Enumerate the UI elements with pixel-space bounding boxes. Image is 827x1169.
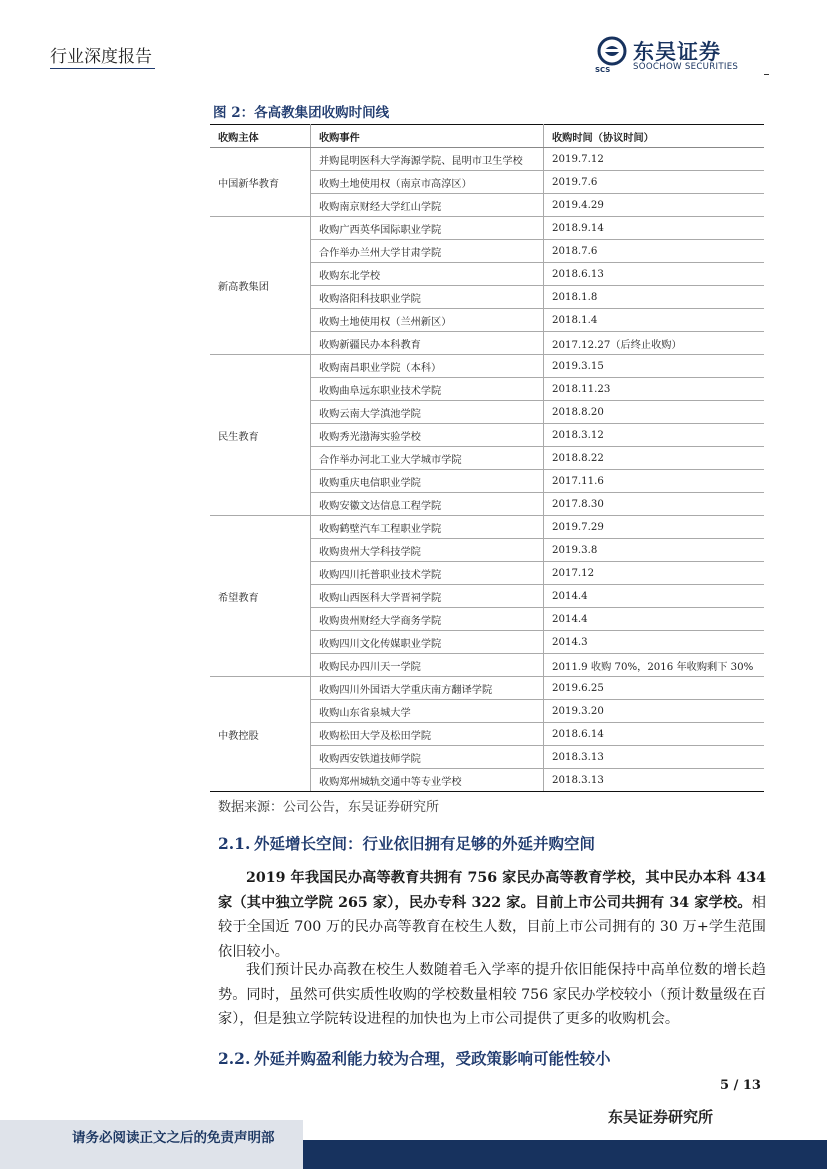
event-cell: 收购山西医科大学晋祠学院 <box>311 585 544 608</box>
date-cell: 2019.3.8 <box>544 539 765 562</box>
brand-abbr: SCS <box>595 66 611 74</box>
figure-title: 图 2：各高教集团收购时间线 <box>213 105 390 121</box>
column-header-acquirer: 收购主体 <box>210 125 311 148</box>
event-cell: 收购洛阳科技职业学院 <box>311 286 544 309</box>
date-cell: 2019.6.25 <box>544 677 765 700</box>
section-number: 2.2. <box>218 1049 251 1068</box>
figure-source: 数据来源：公司公告，东吴证券研究所 <box>218 800 440 815</box>
date-cell: 2014.4 <box>544 585 765 608</box>
event-cell: 收购新疆民办本科教育 <box>311 332 544 355</box>
soochow-logo-icon <box>595 36 629 70</box>
date-cell: 2017.12 <box>544 562 765 585</box>
acquirer-cell: 中国新华教育 <box>210 148 311 217</box>
date-cell: 2018.3.13 <box>544 769 765 792</box>
brand-sub: SOOCHOW SECURITIES <box>633 62 739 72</box>
section-title: 外延并购盈利能力较为合理，受政策影响可能性较小 <box>254 1049 611 1068</box>
date-cell: 2019.3.15 <box>544 355 765 378</box>
table-header-row <box>210 125 764 148</box>
event-cell: 合作举办兰州大学甘肃学院 <box>311 240 544 263</box>
section-heading-2-2 <box>218 1047 611 1069</box>
event-cell: 合作举办河北工业大学城市学院 <box>311 447 544 470</box>
date-cell: 2018.8.22 <box>544 447 765 470</box>
acquirer-cell: 新高教集团 <box>210 217 311 355</box>
date-cell: 2011.9 收购 70%，2016 年收购剩下 30% <box>544 654 765 677</box>
date-cell: 2018.3.12 <box>544 424 765 447</box>
date-cell: 2019.7.6 <box>544 171 765 194</box>
section-number: 2.1. <box>218 834 251 853</box>
footer-disclaimer: 请务必阅读正文之后的免责声明部 <box>72 1130 275 1146</box>
date-cell: 2018.3.13 <box>544 746 765 769</box>
header-underline <box>50 68 155 69</box>
date-cell: 2018.8.20 <box>544 401 765 424</box>
section-heading-2-1 <box>218 832 595 854</box>
table-row <box>210 148 764 171</box>
column-header-date: 收购时间（协议时间） <box>544 125 765 148</box>
date-cell: 2014.3 <box>544 631 765 654</box>
event-cell: 收购曲阜远东职业技术学院 <box>311 378 544 401</box>
event-cell: 并购昆明医科大学海源学院、昆明市卫生学校 <box>311 148 544 171</box>
date-cell: 2017.12.27（后终止收购） <box>544 332 765 355</box>
date-cell: 2019.4.29 <box>544 194 765 217</box>
date-cell: 2019.7.29 <box>544 516 765 539</box>
event-cell: 收购秀光渤海实验学校 <box>311 424 544 447</box>
event-cell: 收购贵州大学科技学院 <box>311 539 544 562</box>
paragraph-1 <box>218 866 766 964</box>
event-cell: 收购贵州财经大学商务学院 <box>311 608 544 631</box>
acquisition-table <box>210 124 764 792</box>
date-cell: 2018.11.23 <box>544 378 765 401</box>
table-body <box>210 148 764 792</box>
paragraph-2: 我们预计民办高教在校生人数随着毛入学率的提升依旧能保持中高单位数的增长趋势。同时，虽然可供实质性收购的学校数量相较 756 家民办学校较小（预计数量级在百家），但是独立学院转设进程的加快也为上市公司提供了更多的收购机会。 <box>218 962 766 1027</box>
table-row <box>210 217 764 240</box>
event-cell: 收购广西英华国际职业学院 <box>311 217 544 240</box>
event-cell: 收购山东省泉城大学 <box>311 700 544 723</box>
date-cell: 2017.8.30 <box>544 493 765 516</box>
footer-disclaimer-tab <box>0 1120 303 1169</box>
table-row <box>210 677 764 700</box>
brand-logo <box>595 36 765 76</box>
header-mark <box>764 74 769 75</box>
date-cell: 2019.7.12 <box>544 148 765 171</box>
report-category: 行业深度报告 <box>50 47 152 67</box>
event-cell: 收购西安铁道技师学院 <box>311 746 544 769</box>
date-cell: 2018.7.6 <box>544 240 765 263</box>
table-row <box>210 355 764 378</box>
event-cell: 收购鹤壁汽车工程职业学院 <box>311 516 544 539</box>
event-cell: 收购重庆电信职业学院 <box>311 470 544 493</box>
event-cell: 收购东北学校 <box>311 263 544 286</box>
event-cell: 收购南京财经大学红山学院 <box>311 194 544 217</box>
date-cell: 2018.1.8 <box>544 286 765 309</box>
date-cell: 2018.1.4 <box>544 309 765 332</box>
event-cell: 收购四川托普职业技术学院 <box>311 562 544 585</box>
paragraph-1-rest: 相较于全国近 700 万的民办高等教育在校生人数，目前上市公司拥有的 30 万+学生范围依旧较小。 <box>218 894 766 960</box>
event-cell: 收购民办四川天一学院 <box>311 654 544 677</box>
event-cell: 收购四川外国语大学重庆南方翻译学院 <box>311 677 544 700</box>
date-cell: 2019.3.20 <box>544 700 765 723</box>
acquirer-cell: 希望教育 <box>210 516 311 677</box>
date-cell: 2018.6.13 <box>544 263 765 286</box>
event-cell: 收购安徽文达信息工程学院 <box>311 493 544 516</box>
section-title: 外延增长空间：行业依旧拥有足够的外延并购空间 <box>254 834 596 853</box>
brand-name: 东吴证券 <box>633 40 721 64</box>
footer-organization: 东吴证券研究所 <box>608 1108 714 1126</box>
event-cell: 收购松田大学及松田学院 <box>311 723 544 746</box>
event-cell: 收购云南大学滇池学院 <box>311 401 544 424</box>
event-cell: 收购四川文化传媒职业学院 <box>311 631 544 654</box>
paragraph-1-bold: 2019 年我国民办高等教育共拥有 756 家民办高等教育学校，其中民办本科 434 家（其中独立学院 265 家），民办专科 322 家。目前上市公司共拥有 34 家学校。 <box>218 870 766 911</box>
event-cell: 收购南昌职业学院（本科） <box>311 355 544 378</box>
date-cell: 2017.11.6 <box>544 470 765 493</box>
column-header-event: 收购事件 <box>311 125 544 148</box>
date-cell: 2018.6.14 <box>544 723 765 746</box>
event-cell: 收购郑州城轨交通中等专业学校 <box>311 769 544 792</box>
date-cell: 2018.9.14 <box>544 217 765 240</box>
event-cell: 收购土地使用权（兰州新区） <box>311 309 544 332</box>
page-number: 5 / 13 <box>720 1078 761 1093</box>
acquirer-cell: 中教控股 <box>210 677 311 792</box>
event-cell: 收购土地使用权（南京市高淳区） <box>311 171 544 194</box>
date-cell: 2014.4 <box>544 608 765 631</box>
acquirer-cell: 民生教育 <box>210 355 311 516</box>
table-row <box>210 516 764 539</box>
